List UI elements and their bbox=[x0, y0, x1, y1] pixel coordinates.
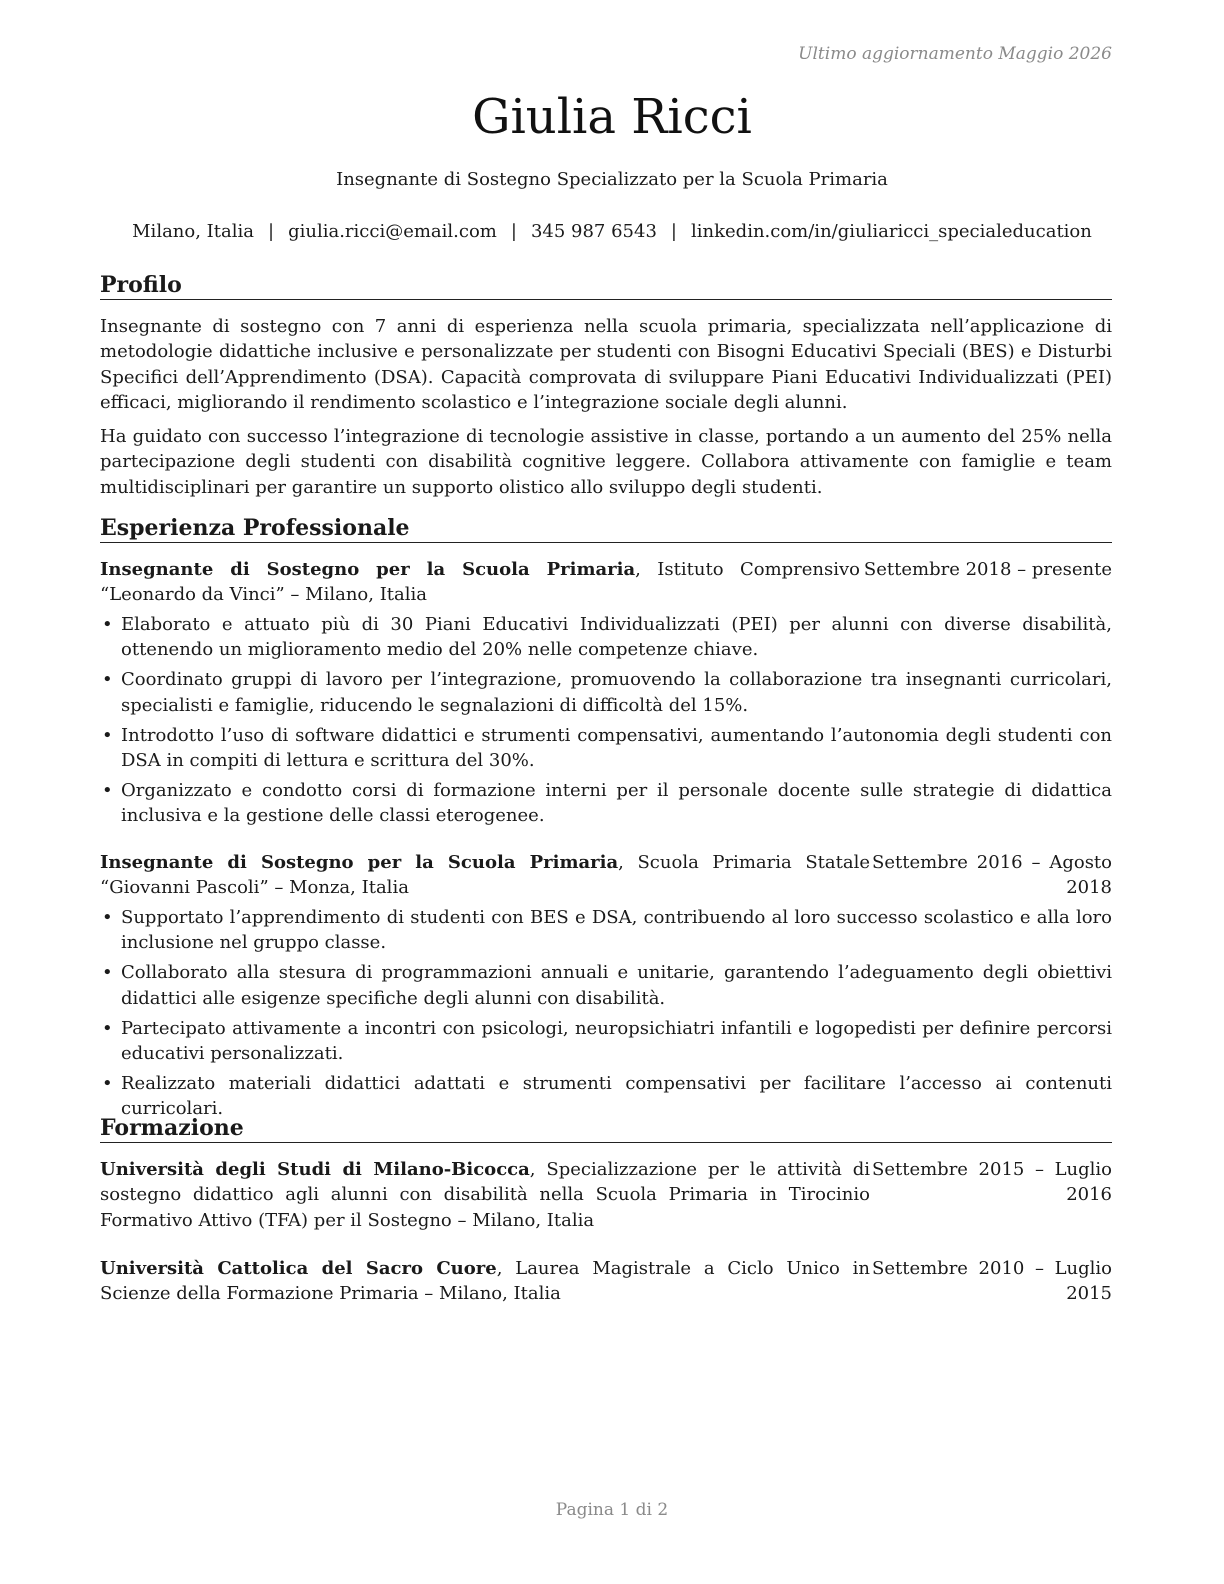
list-item: • Supportato l’apprendimento di studenti con BES e DSA, contribuendo al loro successo scolastico e alla loro inclusione nel gruppo classe. bbox=[100, 905, 1112, 956]
contact-separator: | bbox=[268, 221, 275, 242]
profile-paragraph: Ha guidato con successo l’integrazione di tecnologie assistive in classe, portando a un aumento del 25% nella partecipazione degli studenti con disabilità cognitive leggere. Collabora attivamente con famiglie e team multidisciplinari per garantire un supporto olistico allo sviluppo degli studenti. bbox=[100, 426, 1112, 498]
contact-linkedin[interactable]: linkedin.com/in/giuliaricci_specialeducation bbox=[691, 221, 1092, 242]
job-dates: Settembre 2016 – Agosto 2018 bbox=[872, 852, 1112, 899]
last-updated-note: Ultimo aggiornamento Maggio 2026 bbox=[798, 44, 1112, 64]
job-organization: , Istituto Comprensivo “Leonardo da Vinci” – Milano, Italia bbox=[100, 559, 861, 606]
profile-paragraph: Insegnante di sostegno con 7 anni di esperienza nella scuola primaria, specializzata nell’applicazione di metodologie didattiche inclusive e personalizzate per studenti con Bisogni Educativi Speciali (BES) e Disturbi Specifici dell’Apprendimento (DSA). Capacità comprovata di sviluppare Piani Educativi Individualizzati (PEI) efficaci, migliorando il rendimento scolastico e l’integrazione sociale degli alunni. bbox=[100, 316, 1112, 414]
education-entry bbox=[100, 1157, 1112, 1233]
contact-line bbox=[0, 219, 1224, 245]
section-title-experience: Esperienza Professionale bbox=[100, 514, 1112, 543]
job-bullets bbox=[100, 612, 1112, 833]
job-role: Insegnante di Sostegno per la Scuola Primaria bbox=[100, 559, 636, 580]
job-header bbox=[100, 850, 1112, 901]
education-title-line bbox=[100, 1157, 870, 1233]
job-title-line bbox=[100, 557, 860, 608]
contact-location: Milano, Italia bbox=[132, 221, 254, 242]
section-title-profile: Profilo bbox=[100, 271, 1112, 300]
education-entry bbox=[100, 1256, 1112, 1307]
section-title-education: Formazione bbox=[100, 1114, 1112, 1143]
job-title-line bbox=[100, 850, 870, 901]
education-school: Università degli Studi di Milano-Bicocca bbox=[100, 1159, 530, 1180]
education-dates: Settembre 2010 – Luglio 2015 bbox=[872, 1258, 1112, 1305]
job-dates: Settembre 2018 – presente bbox=[863, 559, 1112, 580]
candidate-name: Giulia Ricci bbox=[472, 89, 752, 145]
candidate-tagline: Insegnante di Sostegno Specializzato per la Scuola Primaria bbox=[336, 169, 888, 190]
contact-email[interactable]: giulia.ricci@email.com bbox=[288, 221, 497, 242]
education-title-line bbox=[100, 1256, 870, 1307]
list-item: • Realizzato materiali didattici adattati e strumenti compensativi per facilitare l’accesso ai contenuti curricolari. bbox=[100, 1071, 1112, 1122]
contact-separator: | bbox=[670, 221, 677, 242]
list-item: • Organizzato e condotto corsi di formazione interni per il personale docente sulle strategie di didattica inclusiva e la gestione delle classi eterogenee. bbox=[100, 778, 1112, 829]
education-dates: Settembre 2015 – Luglio 2016 bbox=[872, 1159, 1112, 1206]
education-detail: , Laurea Magistrale a Ciclo Unico in Scienze della Formazione Primaria – Milano, Italia bbox=[100, 1258, 871, 1305]
contact-separator: | bbox=[510, 221, 517, 242]
job-header bbox=[100, 557, 1112, 608]
contact-phone: 345 987 6543 bbox=[530, 221, 657, 242]
list-item: • Introdotto l’uso di software didattici e strumenti compensativi, aumentando l’autonomia degli studenti con DSA in compiti di lettura e scrittura del 30%. bbox=[100, 723, 1112, 774]
list-item: • Collaborato alla stesura di programmazioni annuali e unitarie, garantendo l’adeguamento degli obiettivi didattici alle esigenze specifiche degli alunni con disabilità. bbox=[100, 960, 1112, 1011]
job-bullets bbox=[100, 905, 1112, 1126]
list-item: • Coordinato gruppi di lavoro per l’integrazione, promuovendo la collaborazione tra insegnanti curricolari, specialisti e famiglie, riducendo le segnalazioni di difficoltà del 15%. bbox=[100, 667, 1112, 718]
list-item: • Elaborato e attuato più di 30 Piani Educativi Individualizzati (PEI) per alunni con diverse disabilità, ottenendo un miglioramento medio del 20% nelle competenze chiave. bbox=[100, 612, 1112, 663]
education-detail: , Specializzazione per le attività di sostegno didattico agli alunni con disabilità nella Scuola Primaria in Tirocinio Formativo Attivo (TFA) per il Sostegno – Milano, Italia bbox=[100, 1159, 870, 1231]
education-school: Università Cattolica del Sacro Cuore bbox=[100, 1258, 497, 1279]
page-number: Pagina 1 di 2 bbox=[555, 1500, 669, 1520]
list-item: • Partecipato attivamente a incontri con psicologi, neuropsichiatri infantili e logopedisti per definire percorsi educativi personalizzati. bbox=[100, 1016, 1112, 1067]
job-role: Insegnante di Sostegno per la Scuola Primaria bbox=[100, 852, 619, 873]
job-organization: , Scuola Primaria Statale “Giovanni Pascoli” – Monza, Italia bbox=[100, 852, 870, 899]
